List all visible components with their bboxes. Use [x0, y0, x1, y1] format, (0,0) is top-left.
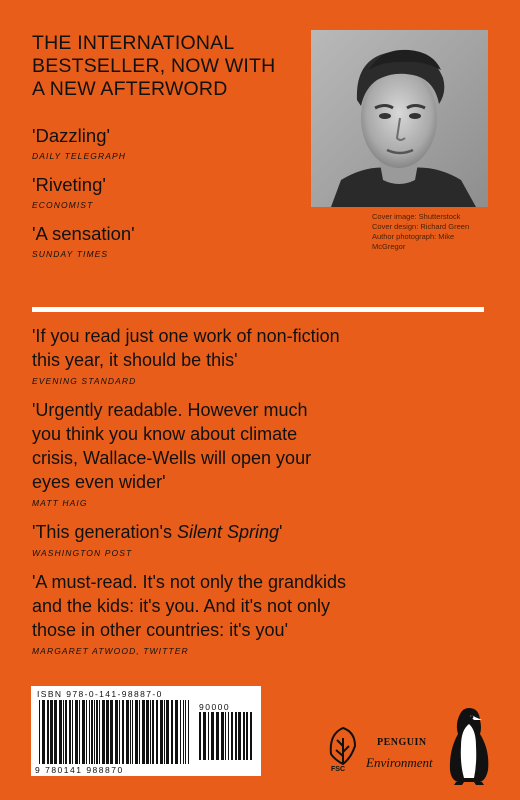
credit-line: Author photograph: Mike [372, 232, 455, 241]
publisher-series: Environment [366, 755, 433, 770]
barcode-bar [199, 712, 201, 760]
quote-line: and the kids: it's you. And it's not only [32, 596, 331, 616]
barcode-bar [142, 700, 145, 764]
barcode-bar [119, 700, 120, 764]
quote-line: crisis, Wallace-Wells will open your [32, 448, 312, 468]
long-quote [32, 398, 492, 508]
barcode-bar [175, 700, 178, 764]
barcode-bar [185, 700, 186, 764]
quote-line [32, 520, 492, 544]
barcode-bar [246, 712, 248, 760]
author-photo [311, 30, 488, 207]
barcode-bar [99, 700, 100, 764]
barcode-bar [156, 700, 158, 764]
source-prefix: MARGARET ATWOOD, [32, 646, 144, 656]
quote-italic-title: Silent Spring [176, 522, 280, 542]
barcode-bar [243, 712, 245, 760]
quote-line: 'Urgently readable. However much [32, 400, 308, 420]
cover-credits [372, 212, 492, 252]
barcode-bar [42, 700, 45, 764]
barcode-bar [94, 700, 95, 764]
barcode-bar [47, 700, 49, 764]
long-quote [32, 520, 492, 558]
headline-line: A NEW AFTERWORD [32, 78, 228, 100]
isbn-label: ISBN 978-0-141-98887-0 [37, 689, 163, 699]
price-code: 90000 [199, 702, 231, 712]
addon-barcode-icon [199, 712, 255, 760]
long-quote [32, 324, 492, 386]
barcode-bar [135, 700, 138, 764]
barcode-bar [166, 700, 169, 764]
barcode-bar [228, 712, 229, 760]
barcode-icon [39, 700, 191, 764]
quote-text [32, 570, 492, 642]
quote-source: EVENING STANDARD [32, 376, 137, 386]
headline [32, 32, 292, 101]
barcode-bar [238, 712, 241, 760]
barcode-bar [89, 700, 90, 764]
barcode-bar [115, 700, 118, 764]
quote-line: eyes even wider' [32, 472, 166, 492]
quote-source: WASHINGTON POST [32, 548, 133, 558]
quote-source: MATT HAIG [32, 498, 88, 508]
quote-prefix: 'This generation's [32, 522, 177, 542]
short-quotes [32, 125, 302, 272]
credit-line: McGregor [372, 242, 406, 251]
barcode-bar [59, 700, 62, 764]
barcode-bar [122, 700, 124, 764]
barcode-bar [231, 712, 233, 760]
quote-line: 'A must-read. It's not only the grandkids [32, 572, 347, 592]
barcode-bar [106, 700, 109, 764]
source-italic: TWITTER [143, 646, 189, 656]
barcode-bar [50, 700, 53, 764]
barcode-bar [63, 700, 64, 764]
quote-line: this year, it should be this' [32, 350, 238, 370]
author-portrait-icon [311, 30, 488, 207]
credit-line: Cover design: Richard Green [372, 222, 470, 231]
quote-suffix: ' [279, 522, 283, 542]
quote-text [32, 324, 492, 372]
headline-line: BESTSELLER, NOW WITH [32, 55, 276, 77]
quote-text [32, 398, 492, 494]
barcode-bar [221, 712, 224, 760]
publisher-name: PENGUIN [377, 737, 427, 748]
barcode-bar [183, 700, 184, 764]
quote-line: you think you know about climate [32, 424, 298, 444]
barcode-bar [225, 712, 226, 760]
short-quote [32, 174, 302, 210]
long-quote [32, 570, 492, 656]
barcode-bar [216, 712, 219, 760]
barcode-bar [171, 700, 173, 764]
headline-line: THE INTERNATIONAL [32, 32, 235, 54]
barcode-bar [211, 712, 214, 760]
long-quotes [32, 324, 492, 668]
barcode-bar [164, 700, 165, 764]
credit-line: Cover image: Shutterstock [372, 212, 461, 221]
barcode-bar [132, 700, 133, 764]
barcode-bar [126, 700, 129, 764]
barcode-bar [208, 712, 209, 760]
short-quote [32, 125, 302, 161]
barcode-bar [82, 700, 85, 764]
quote-text: 'Dazzling' [32, 125, 111, 146]
barcode-bar [96, 700, 98, 764]
barcode-bar [152, 700, 154, 764]
barcode-bar [69, 700, 71, 764]
fsc-label: FSC [331, 766, 345, 773]
short-quote [32, 223, 302, 259]
quote-line: 'If you read just one work of non-fiction [32, 326, 340, 346]
divider [32, 307, 484, 312]
quote-line: those in other countries: it's you' [32, 620, 289, 640]
barcode-bar [130, 700, 131, 764]
barcode-bar [110, 700, 113, 764]
barcode-bar [79, 700, 80, 764]
quote-source: DAILY TELEGRAPH [32, 151, 126, 161]
barcode-bar [150, 700, 151, 764]
barcode-bar [180, 700, 181, 764]
quote-text: 'A sensation' [32, 223, 135, 244]
barcode-panel [31, 686, 261, 776]
barcode-bar [188, 700, 189, 764]
barcode-bar [65, 700, 67, 764]
barcode-bar [146, 700, 149, 764]
barcode-bar [91, 700, 93, 764]
quote-source: ECONOMIST [32, 200, 94, 210]
barcode-bar [39, 700, 40, 764]
barcode-bar [54, 700, 57, 764]
barcode-bar [235, 712, 237, 760]
barcode-bar [86, 700, 87, 764]
barcode-bar [250, 712, 252, 760]
quote-text [32, 520, 492, 544]
barcode-bar [160, 700, 163, 764]
barcode-bar [102, 700, 105, 764]
barcode-bar [72, 700, 73, 764]
quote-source: SUNDAY TIMES [32, 249, 109, 259]
barcode-bar [75, 700, 78, 764]
quote-text: 'Riveting' [32, 174, 106, 195]
quote-source [32, 646, 492, 656]
penguin-logo-icon [446, 706, 492, 786]
barcode-bar [139, 700, 140, 764]
barcode-bar [203, 712, 206, 760]
barcode-digits: 9 780141 988870 [35, 765, 124, 775]
